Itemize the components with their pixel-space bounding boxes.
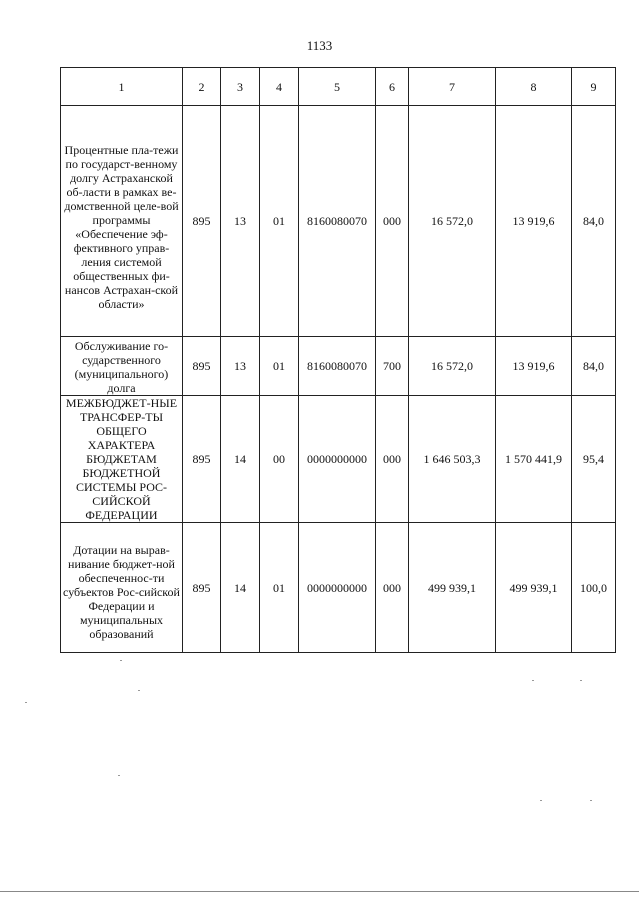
table-cell: 84,0 — [572, 106, 616, 337]
table-cell: 16 572,0 — [409, 106, 496, 337]
table-row — [61, 523, 616, 653]
table-cell: 8160080070 — [299, 337, 376, 396]
row-name-cell: МЕЖБЮДЖЕТ-НЫЕ ТРАНСФЕР-ТЫ ОБЩЕГО ХАРАКТЕРА БЮДЖЕТАМ БЮДЖЕТНОЙ СИСТЕМЫ РОС-СИЙСКОЙ ФЕДЕРАЦИИ — [61, 396, 183, 523]
table-cell: 0000000000 — [299, 396, 376, 523]
table-cell: 000 — [376, 523, 409, 653]
scan-speck — [25, 702, 27, 703]
column-header: 9 — [572, 68, 616, 106]
page-number: 1133 — [306, 38, 333, 53]
table-cell: 84,0 — [572, 337, 616, 396]
table-cell: 00 — [260, 396, 299, 523]
table-cell: 13 919,6 — [496, 106, 572, 337]
scan-speck — [590, 800, 592, 801]
table-cell: 13 — [221, 106, 260, 337]
column-header: 5 — [299, 68, 376, 106]
table-row — [61, 106, 616, 337]
table-cell: 01 — [260, 337, 299, 396]
scan-speck — [120, 660, 122, 661]
table-cell: 13 919,6 — [496, 337, 572, 396]
table-cell: 895 — [183, 337, 221, 396]
table-header-row — [61, 68, 616, 106]
table-cell: 95,4 — [572, 396, 616, 523]
column-header: 4 — [260, 68, 299, 106]
table-cell: 14 — [221, 396, 260, 523]
table-cell: 100,0 — [572, 523, 616, 653]
table-cell: 0000000000 — [299, 523, 376, 653]
table-cell: 01 — [260, 106, 299, 337]
scan-speck — [540, 800, 542, 801]
table-cell: 000 — [376, 106, 409, 337]
table-cell: 01 — [260, 523, 299, 653]
column-header: 3 — [221, 68, 260, 106]
column-header: 6 — [376, 68, 409, 106]
scan-speck — [118, 775, 120, 776]
scan-speck — [580, 680, 582, 681]
scan-speck — [532, 680, 534, 681]
budget-table — [60, 67, 616, 653]
table-cell: 13 — [221, 337, 260, 396]
table-row — [61, 396, 616, 523]
table-cell: 499 939,1 — [496, 523, 572, 653]
table-cell: 895 — [183, 396, 221, 523]
column-header: 2 — [183, 68, 221, 106]
table-cell: 499 939,1 — [409, 523, 496, 653]
page-bottom-rule — [0, 891, 639, 892]
table-cell: 8160080070 — [299, 106, 376, 337]
table-cell: 000 — [376, 396, 409, 523]
table-cell: 14 — [221, 523, 260, 653]
scan-speck — [138, 690, 140, 691]
table-cell: 700 — [376, 337, 409, 396]
column-header: 8 — [496, 68, 572, 106]
table-row — [61, 337, 616, 396]
table-cell: 895 — [183, 523, 221, 653]
table-cell: 1 646 503,3 — [409, 396, 496, 523]
column-header: 7 — [409, 68, 496, 106]
table-cell: 16 572,0 — [409, 337, 496, 396]
row-name-cell: Процентные пла-тежи по государст-венному долгу Астраханской об-ласти в рамках ве-домственной целе-вой программы «Обеспечение эф-фективного управ-ления системой общественных фи-нансов Астрахан-ской области» — [61, 106, 183, 337]
column-header: 1 — [61, 68, 183, 106]
table-cell: 1 570 441,9 — [496, 396, 572, 523]
table-cell: 895 — [183, 106, 221, 337]
row-name-cell: Дотации на вырав-нивание бюджет-ной обеспеченнос-ти субъектов Рос-сийской Федерации и муниципальных образований — [61, 523, 183, 653]
row-name-cell: Обслуживание го-сударственного (муниципального) долга — [61, 337, 183, 396]
